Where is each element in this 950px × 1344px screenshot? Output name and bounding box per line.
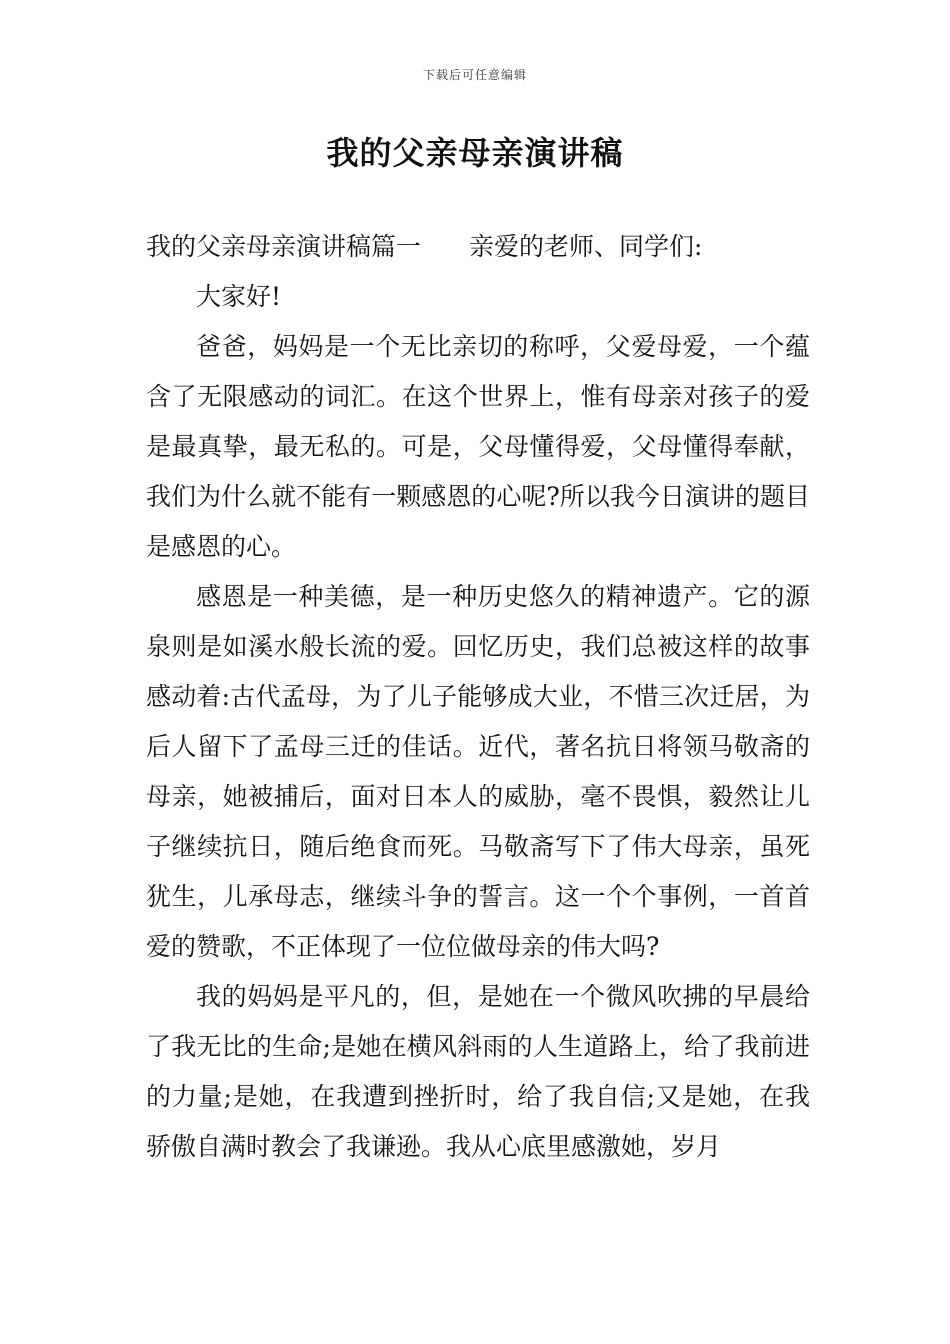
- paragraph-gratitude: 感恩是一种美德，是一种历史悠久的精神遗产。它的源泉则是如溪水般长流的爱。回忆历史，我们总被这样的故事感动着:古代孟母，为了儿子能够成大业，不惜三次迁居，为后人留下了孟母三迁的佳话。近代，著名抗日将领马敬斋的母亲，她被捕后，面对日本人的威胁，毫不畏惧，毅然让儿子继续抗日，随后绝食而死。马敬斋写下了伟大母亲，虽死犹生，儿承母志，继续斗争的誓言。这一个个事例，一首首爱的赞歌，不正体现了一位位做母亲的伟大吗?: [146, 582, 810, 961]
- paragraph-mother: 我的妈妈是平凡的，但，是她在一个微风吹拂的早晨给了我无比的生命;是她在横风斜雨的人生道路上，给了我前进的力量;是她，在我遭到挫折时，给了我自信;又是她，在我骄傲自满时教会了我谦逊。我从心底里感激她，岁月: [146, 982, 810, 1161]
- section-heading: 我的父亲母亲演讲稿篇一: [146, 232, 422, 261]
- opening-line: [146, 222, 810, 272]
- paragraph-greeting: 大家好!: [196, 282, 282, 311]
- document-body: [146, 222, 810, 1172]
- header-note: 下载后可任意编辑: [422, 68, 527, 82]
- paragraph-intro: 爸爸，妈妈是一个无比亲切的称呼，父爱母爱，一个蕴含了无限感动的词汇。在这个世界上，惟有母亲对孩子的爱是最真挚，最无私的。可是，父母懂得爱，父母懂得奉献，我们为什么就不能有一颗感恩的心呢?所以我今日演讲的题目是感恩的心。: [146, 332, 810, 561]
- salutation: 亲爱的老师、同学们:: [469, 232, 703, 261]
- document-title: 我的父亲母亲演讲稿: [326, 134, 624, 172]
